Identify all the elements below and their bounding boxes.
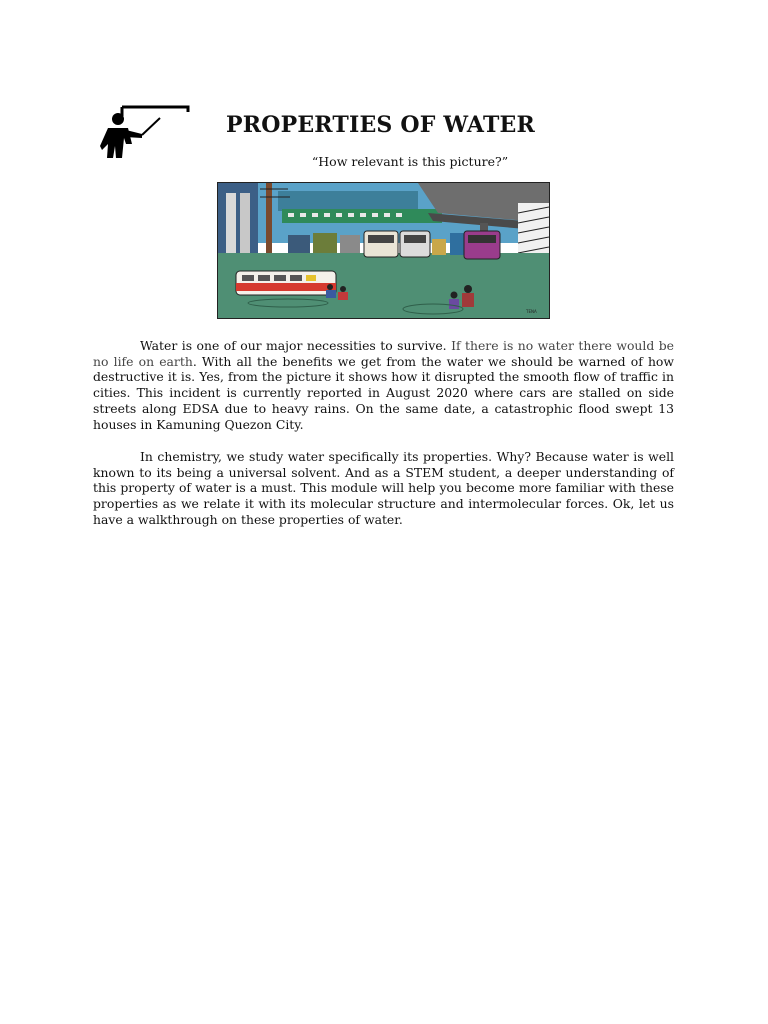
paragraph-1-part-c: . With all the benefits we get from the water we should be warned of how destructive it is. Yes, from the picture it shows how it disrupted the smooth flow of traffic in cities. This incident is currently reported in August 2020 where cars are stalled on side streets along EDSA due to heavy rains. On the same date, a catastrophic flood swept 13 houses in Kamuning Quezon City. [93, 353, 674, 432]
picture-question: “How relevant is this picture?” [311, 154, 509, 169]
paragraph-chemistry-intro: In chemistry, we study water specifically its properties. Why? Because water is well known to its being a universal solvent. And as a STEM student, a deeper understanding of this property of water is a must. This module will help you become more familiar with these properties as we relate it with its molecular structure and intermolecular forces. Ok, let us have a walkthrough on these properties of water. [93, 449, 674, 527]
illustration-signature: TENA [526, 309, 537, 314]
flood-illustration [217, 182, 550, 319]
paragraph-1-part-b: If there is no water there would be no life on earth [93, 338, 674, 369]
paragraph-1-part-a: Water is one of our major necessities to survive. [140, 338, 452, 353]
page-title: PROPERTIES OF WATER [226, 112, 536, 138]
teacher-pointing-icon [98, 104, 190, 160]
paragraph-water-necessity [93, 338, 674, 432]
